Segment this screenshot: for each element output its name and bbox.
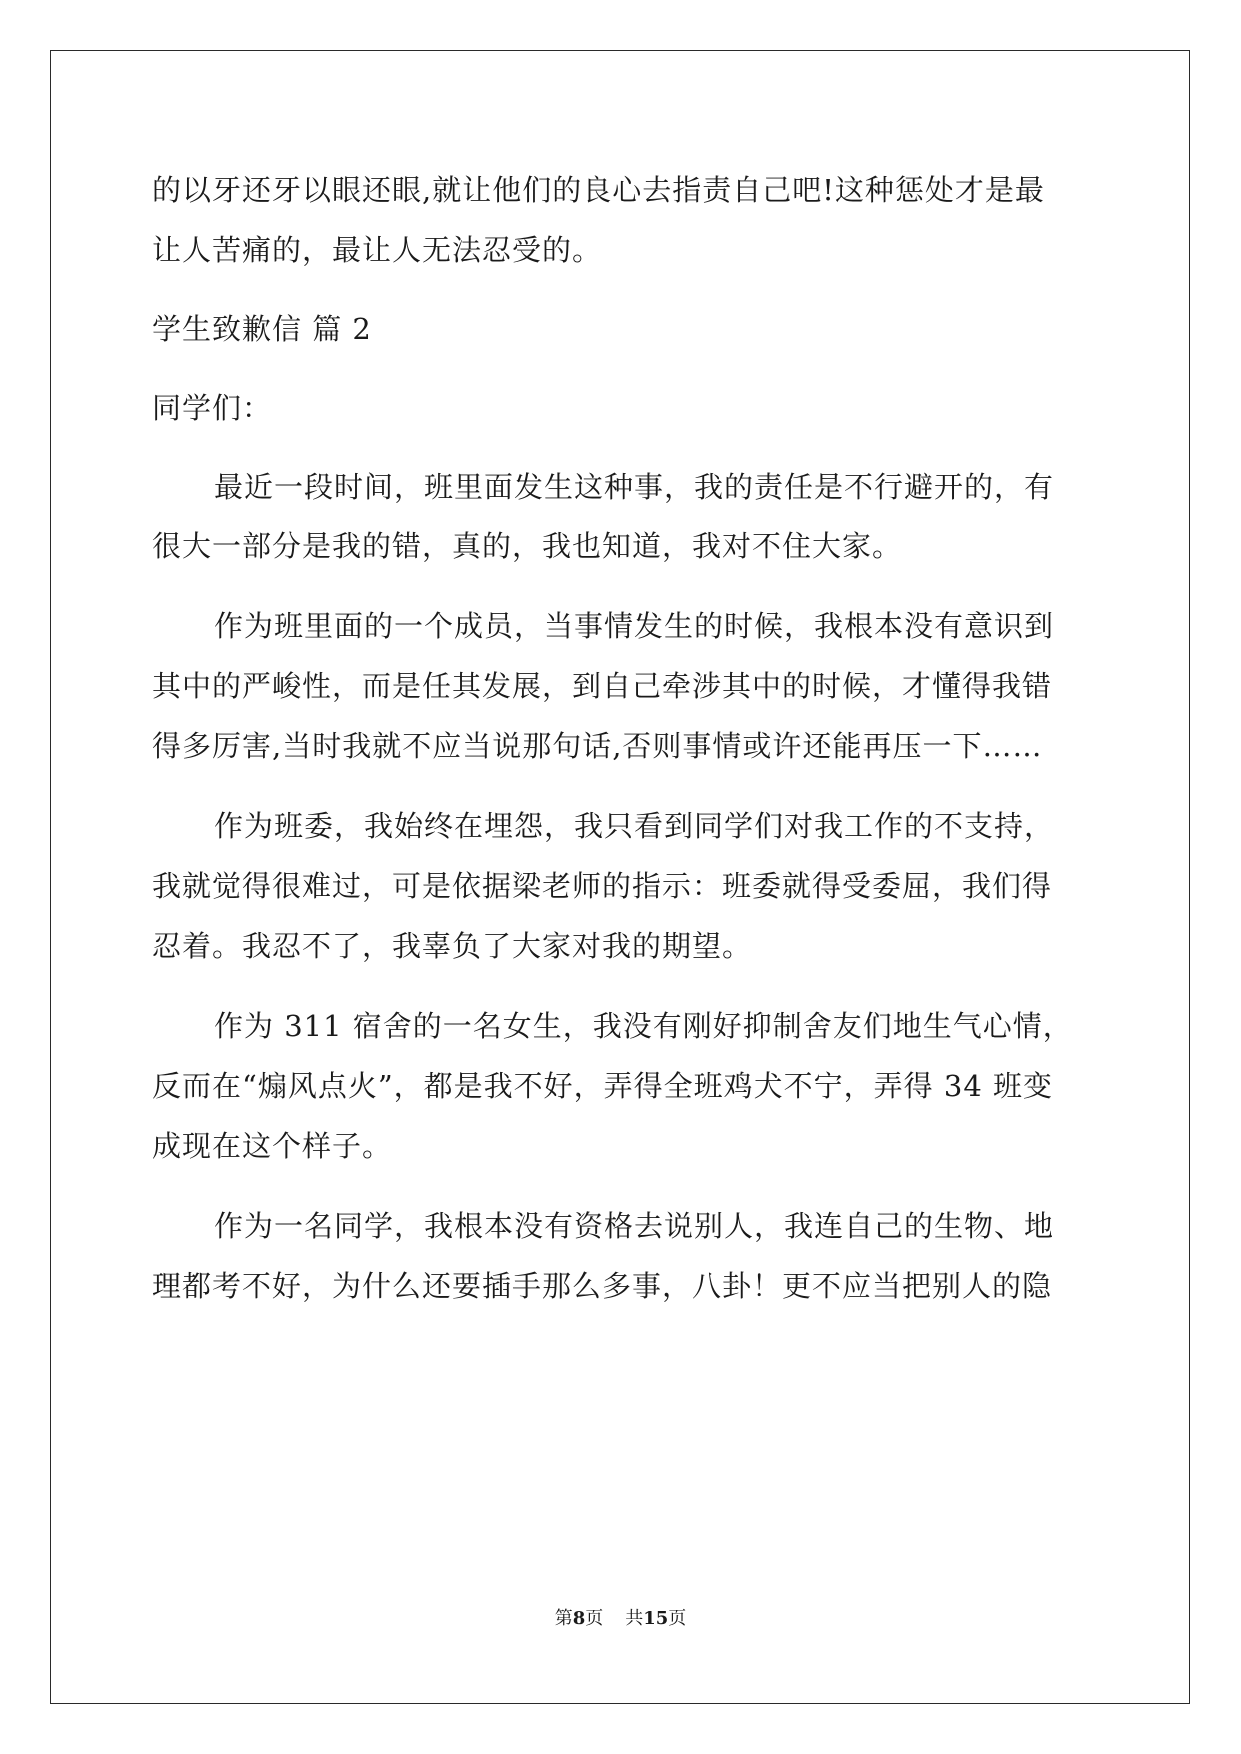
page-number-prefix: 第: [554, 1608, 573, 1629]
paragraph-line: 理都考不好，为什么还要插手那么多事，八卦！更不应当把别人的隐: [152, 1269, 1053, 1303]
paragraph-line: 作为班委，我始终在埋怨，我只看到同学们对我工作的不支持，: [214, 809, 1055, 843]
paragraph-line: 最近一段时间，班里面发生这种事，我的责任是不行避开的，有: [214, 470, 1055, 504]
text-line: 的以牙还牙以眼还眼,就让他们的良心去指责自己吧!这种惩处才是最: [152, 173, 1045, 207]
page-footer: [0, 1607, 1241, 1631]
total-pages-number: 15: [643, 1608, 669, 1629]
paragraph-line: 我就觉得很难过，可是依据梁老师的指示：班委就得受委屈，我们得: [152, 869, 1053, 903]
paragraph-line: 作为 311 宿舍的一名女生，我没有刚好抑制舍友们地生气心情，: [214, 1009, 1073, 1043]
text-line: 让人苦痛的，最让人无法忍受的。: [152, 233, 603, 267]
paragraph-line: 得多厉害,当时我就不应当说那句话,否则事情或许还能再压一下……: [152, 729, 1043, 763]
salutation: 同学们：: [152, 391, 273, 425]
total-pages-prefix: 共: [625, 1608, 644, 1629]
current-page-number: 8: [572, 1608, 586, 1629]
paragraph-line: 忍着。我忍不了，我辜负了大家对我的期望。: [152, 929, 753, 963]
paragraph-line: 作为班里面的一个成员，当事情发生的时候，我根本没有意识到: [214, 609, 1055, 643]
section-heading: 学生致歉信 篇 2: [152, 312, 372, 346]
paragraph-line: 作为一名同学，我根本没有资格去说别人，我连自己的生物、地: [214, 1209, 1055, 1243]
page-number-suffix: 页: [585, 1608, 604, 1629]
paragraph-line: 反而在“煽风点火”，都是我不好，弄得全班鸡犬不宁，弄得 34 班变: [152, 1069, 1053, 1103]
paragraph-line: 其中的严峻性，而是任其发展，到自己牵涉其中的时候，才懂得我错: [152, 669, 1053, 703]
paragraph-line: 很大一部分是我的错，真的，我也知道，我对不住大家。: [152, 529, 903, 563]
paragraph-line: 成现在这个样子。: [152, 1129, 393, 1163]
total-pages-suffix: 页: [668, 1608, 687, 1629]
